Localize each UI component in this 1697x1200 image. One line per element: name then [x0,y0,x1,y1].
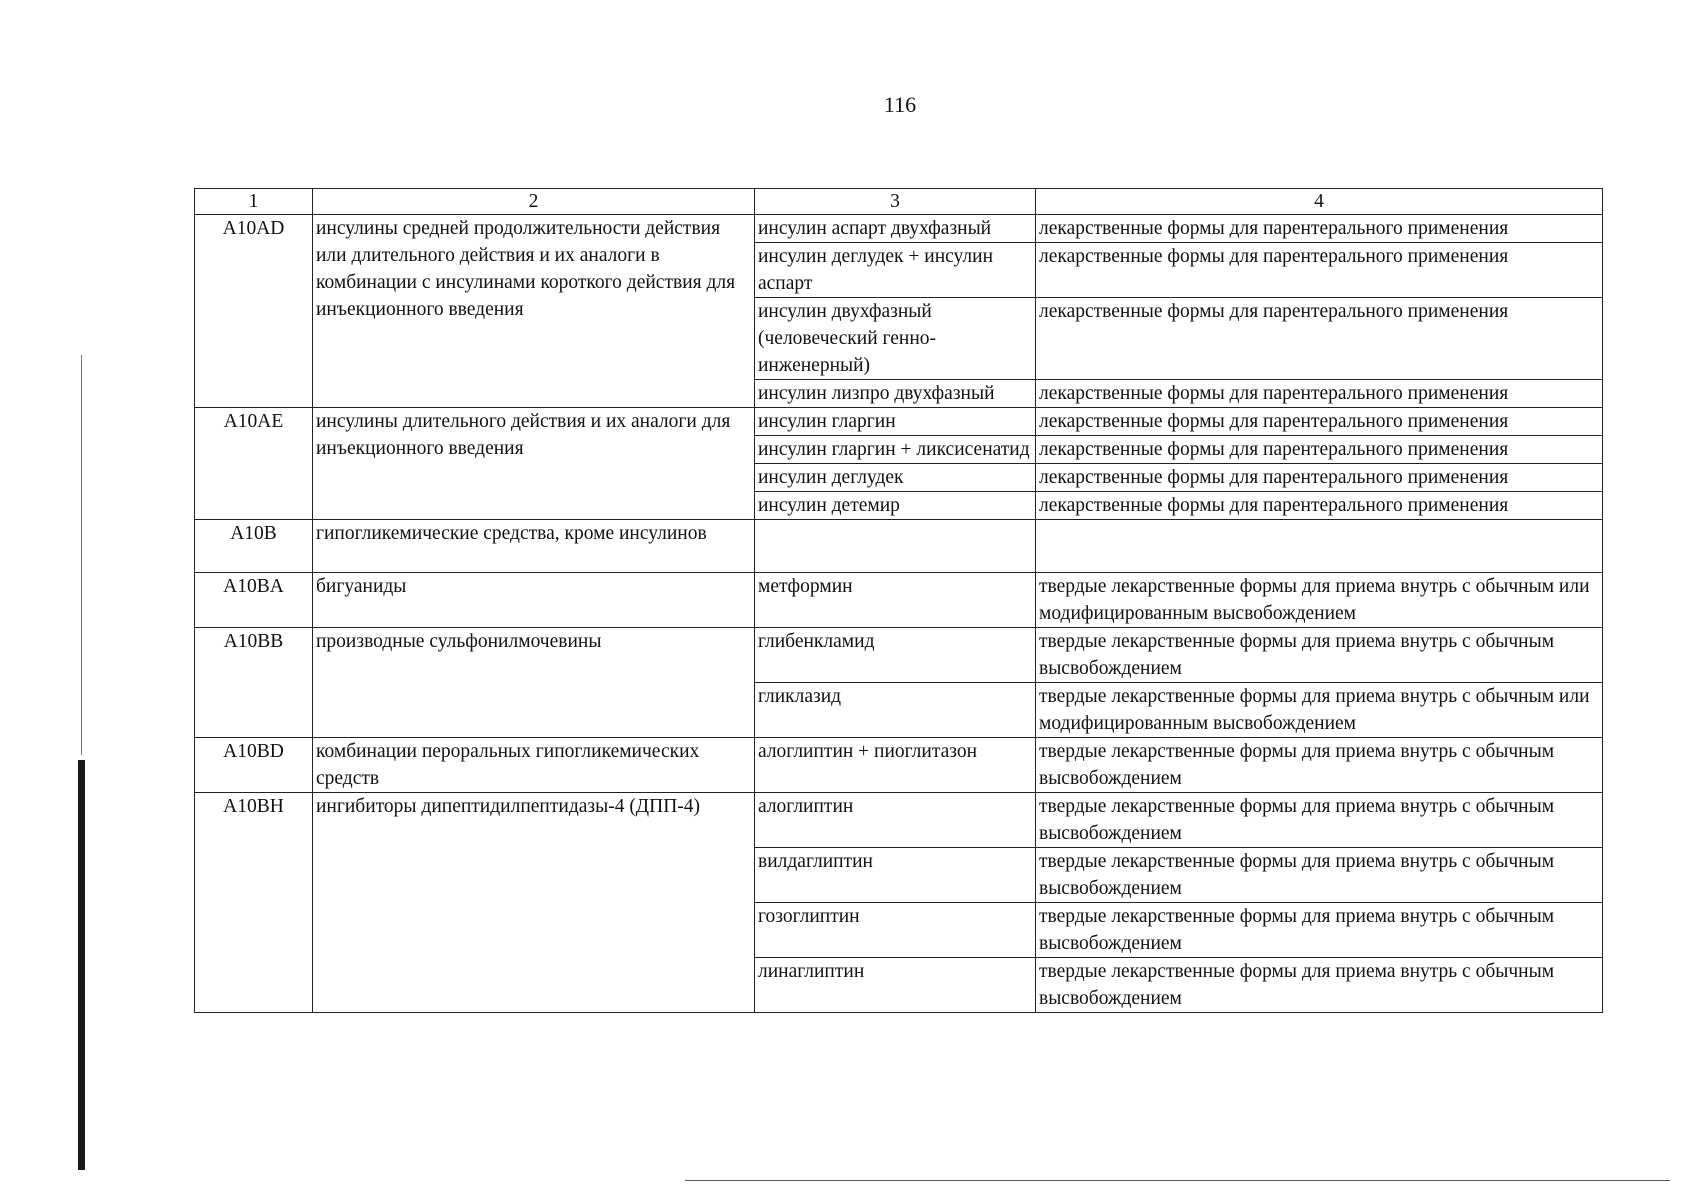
form-cell: лекарственные формы для парентерального применения [1036,492,1603,520]
table-row [195,738,1603,793]
scan-edge-mark [81,355,82,755]
table-row [195,793,1603,848]
drug-cell: алоглиптин + пиоглитазон [755,738,1036,793]
table-row [195,215,1603,243]
atc-code-cell: A10BA [195,573,313,628]
drug-cell: инсулин детемир [755,492,1036,520]
form-cell: твердые лекарственные формы для приема внутрь с обычным или модифицированным высвобождением [1036,573,1603,628]
drug-classification-table [194,188,1603,1013]
form-cell: твердые лекарственные формы для приема внутрь с обычным высвобождением [1036,738,1603,793]
scan-edge-bar [78,760,85,1170]
drug-cell: гозоглиптин [755,903,1036,958]
form-cell [1036,520,1603,573]
form-cell: твердые лекарственные формы для приема внутрь с обычным высвобождением [1036,958,1603,1013]
drug-cell: гликлазид [755,683,1036,738]
drug-cell: глибенкламид [755,628,1036,683]
form-cell: твердые лекарственные формы для приема внутрь с обычным высвобождением [1036,903,1603,958]
drug-cell: инсулин гларгин + ликсисенатид [755,436,1036,464]
form-cell: лекарственные формы для парентерального применения [1036,408,1603,436]
atc-code-cell: A10AE [195,408,313,520]
drug-cell: инсулин деглудек [755,464,1036,492]
group-name-cell: инсулины длительного действия и их аналоги для инъекционного введения [313,408,755,520]
group-name-cell: бигуаниды [313,573,755,628]
atc-code-cell: A10AD [195,215,313,408]
drug-cell: линаглиптин [755,958,1036,1013]
header-col-3: 3 [755,189,1036,215]
drug-cell: инсулин лизпро двухфазный [755,380,1036,408]
drug-cell: метформин [755,573,1036,628]
table-row [195,520,1603,573]
group-name-cell: ингибиторы дипептидилпептидазы-4 (ДПП-4) [313,793,755,1013]
form-cell: лекарственные формы для парентерального применения [1036,215,1603,243]
form-cell: лекарственные формы для парентерального применения [1036,380,1603,408]
table-row [195,573,1603,628]
drug-cell: инсулин гларгин [755,408,1036,436]
header-col-2: 2 [313,189,755,215]
drug-cell [755,520,1036,573]
form-cell: твердые лекарственные формы для приема внутрь с обычным или модифицированным высвобождением [1036,683,1603,738]
drug-cell: алоглиптин [755,793,1036,848]
form-cell: лекарственные формы для парентерального применения [1036,436,1603,464]
atc-code-cell: A10BB [195,628,313,738]
form-cell: твердые лекарственные формы для приема внутрь с обычным высвобождением [1036,848,1603,903]
atc-code-cell: A10B [195,520,313,573]
drug-cell: инсулин двухфазный (человеческий генно-инженерный) [755,298,1036,380]
form-cell: лекарственные формы для парентерального применения [1036,243,1603,298]
group-name-cell: производные сульфонилмочевины [313,628,755,738]
header-col-4: 4 [1036,189,1603,215]
form-cell: твердые лекарственные формы для приема внутрь с обычным высвобождением [1036,628,1603,683]
page-number: 116 [883,92,917,117]
group-name-cell: гипогликемические средства, кроме инсулинов [313,520,755,573]
table-row [195,628,1603,683]
form-cell: лекарственные формы для парентерального применения [1036,298,1603,380]
group-name-cell: инсулины средней продолжительности действия или длительного действия и их аналоги в комбинации с инсулинами короткого действия для инъекционного введения [313,215,755,408]
atc-code-cell: A10BH [195,793,313,1013]
drug-cell: вилдаглиптин [755,848,1036,903]
drug-cell: инсулин аспарт двухфазный [755,215,1036,243]
group-name-cell: комбинации пероральных гипогликемических средств [313,738,755,793]
footer-rule [685,1180,1670,1181]
drug-cell: инсулин деглудек + инсулин аспарт [755,243,1036,298]
form-cell: твердые лекарственные формы для приема внутрь с обычным высвобождением [1036,793,1603,848]
table-header-row [195,189,1603,215]
table-row [195,408,1603,436]
header-col-1: 1 [195,189,313,215]
form-cell: лекарственные формы для парентерального применения [1036,464,1603,492]
atc-code-cell: A10BD [195,738,313,793]
